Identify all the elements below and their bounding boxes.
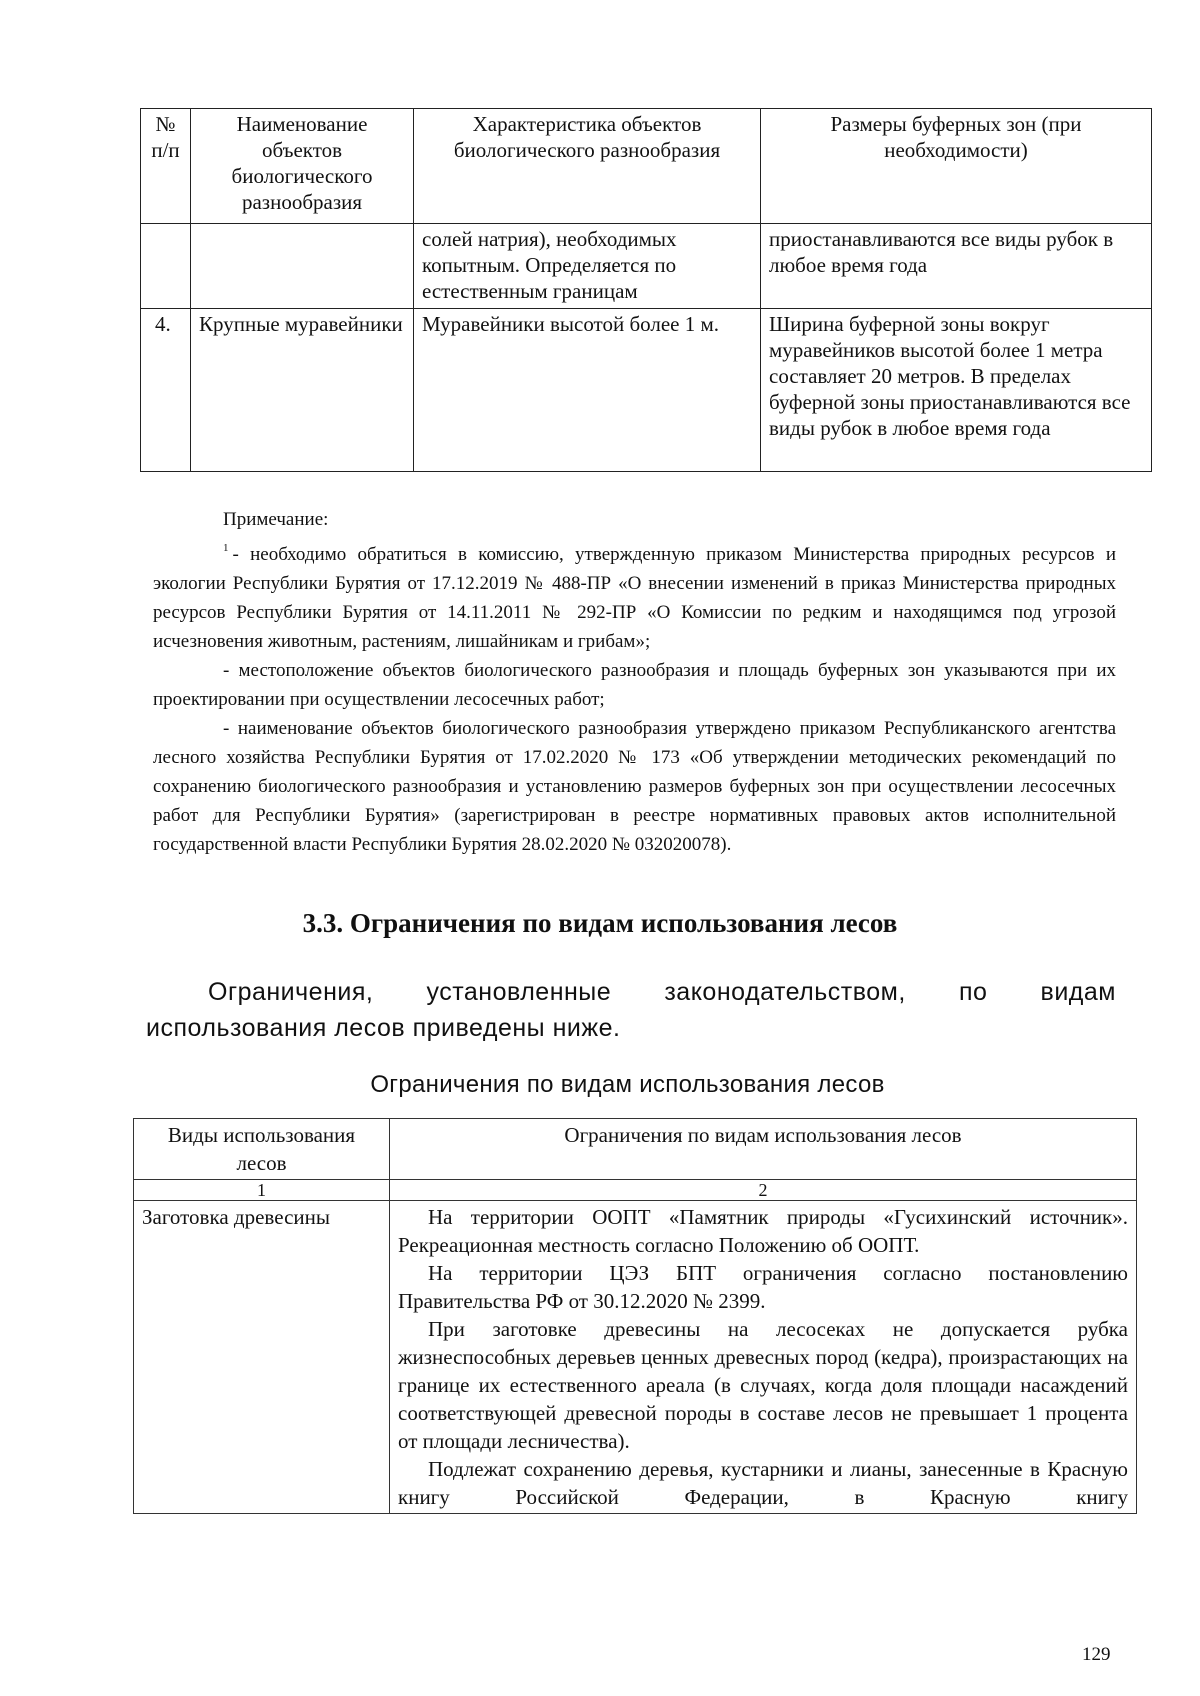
note-label: Примечание: [223, 509, 329, 530]
table-cell: солей натрия), необходимых копытным. Определяется по естественным границам [414, 224, 761, 309]
table-row [141, 224, 1152, 309]
table-cell: Крупные муравейники [191, 309, 414, 472]
table-cell [141, 224, 191, 309]
row-label: Заготовка древесины [134, 1201, 390, 1514]
restriction-paragraph: На территории ЦЭЗ БПТ ограничения согласно постановлению Правительства РФ от 30.12.2020 № 2399. [398, 1261, 1128, 1313]
table-cell: Ширина буферной зоны вокруг муравейников высотой более 1 метра составляет 20 метров. В пределах буферной зоны приостанавливаются все виды рубок в любое время года [761, 309, 1152, 472]
section-title: 3.3. Ограничения по видам использования лесов [302, 908, 898, 938]
header-cell-use-type: Виды использования лесов [134, 1119, 390, 1180]
table-cell: приостанавливаются все виды рубок в любое время года [761, 224, 1152, 309]
header-cell-characteristics: Характеристика объектов биологического разнообразия [414, 109, 761, 224]
restriction-paragraph: При заготовке древесины на лесосеках не допускается рубка жизнеспособных деревьев ценных древесных пород (кедра), произрастающих на границе их естественного ареала (в случаях, когда доля площади насаждений соответствующей древесной породы в составе лесов не превышает 1 процента от площади лесничества). [398, 1317, 1128, 1453]
table-row [134, 1201, 1137, 1514]
body-paragraph: Ограничения, установленные законодательством, по видам использования лесов приведены ниже. [146, 978, 1116, 1042]
restriction-paragraph: На территории ООПТ «Памятник природы «Гусихинский источник». Рекреационная местность согласно Положению об ООПТ. [398, 1205, 1128, 1257]
note-item: - наименование объектов биологического разнообразия утверждено приказом Республиканского агентства лесного хозяйства Республики Бурятия от 17.02.2020 № 173 «Об утверждении методических рекомендаций по сохранению биологического разнообразия и установлению размеров буферных зон при осуществлении лесосечных работ для Республики Бурятия» (зарегистрирован в реестре нормативных правовых актов исполнительной государственной власти Республики Бурятия 28.02.2020 № 032020078). [153, 718, 1116, 855]
note-item-text: - необходимо обратиться в комиссию, утвержденную приказом Министерства природных ресурсов и экологии Республики Бурятия от 17.12.2019 № 488-ПР «О внесении изменений в приказ Министерства природных ресурсов Республики Бурятия от 14.11.2011 № 292-ПР «О Комиссии по редким и находящимся под угрозой исчезновения животным, растениям, лишайникам и грибам»; [153, 544, 1116, 652]
note-block [153, 505, 1116, 859]
forest-use-restrictions-table [133, 1118, 1137, 1514]
header-cell-restrictions: Ограничения по видам использования лесов [390, 1119, 1137, 1180]
footnote-mark: 1 [223, 542, 229, 554]
table-cell [191, 224, 414, 309]
biodiversity-table [140, 108, 1152, 472]
table-title: Ограничения по видам использования лесов [370, 1071, 885, 1098]
header-cell-buffer-zone: Размеры буферных зон (при необходимости) [761, 109, 1152, 224]
header-cell-object-name: Наименование объектов биологического разнообразия [191, 109, 414, 224]
note-item [153, 534, 1116, 656]
header-cell-number: № п/п [141, 109, 191, 224]
table-header-row [141, 109, 1152, 224]
column-number-row [134, 1180, 1137, 1201]
table-row [141, 309, 1152, 472]
restriction-paragraph: Подлежат сохранению деревья, кустарники и лианы, занесенные в Красную книгу Российской Федерации, в Красную книгу [398, 1457, 1128, 1509]
table-cell-number: 4. [141, 309, 191, 472]
restrictions-cell [390, 1201, 1137, 1514]
table-cell: Муравейники высотой более 1 м. [414, 309, 761, 472]
note-item: - местоположение объектов биологического разнообразия и площадь буферных зон указываются при их проектировании при осуществлении лесосечных работ; [153, 660, 1116, 710]
page-number: 129 [1082, 1644, 1111, 1665]
table-header-row [134, 1119, 1137, 1180]
column-number: 1 [134, 1180, 390, 1201]
column-number: 2 [390, 1180, 1137, 1201]
